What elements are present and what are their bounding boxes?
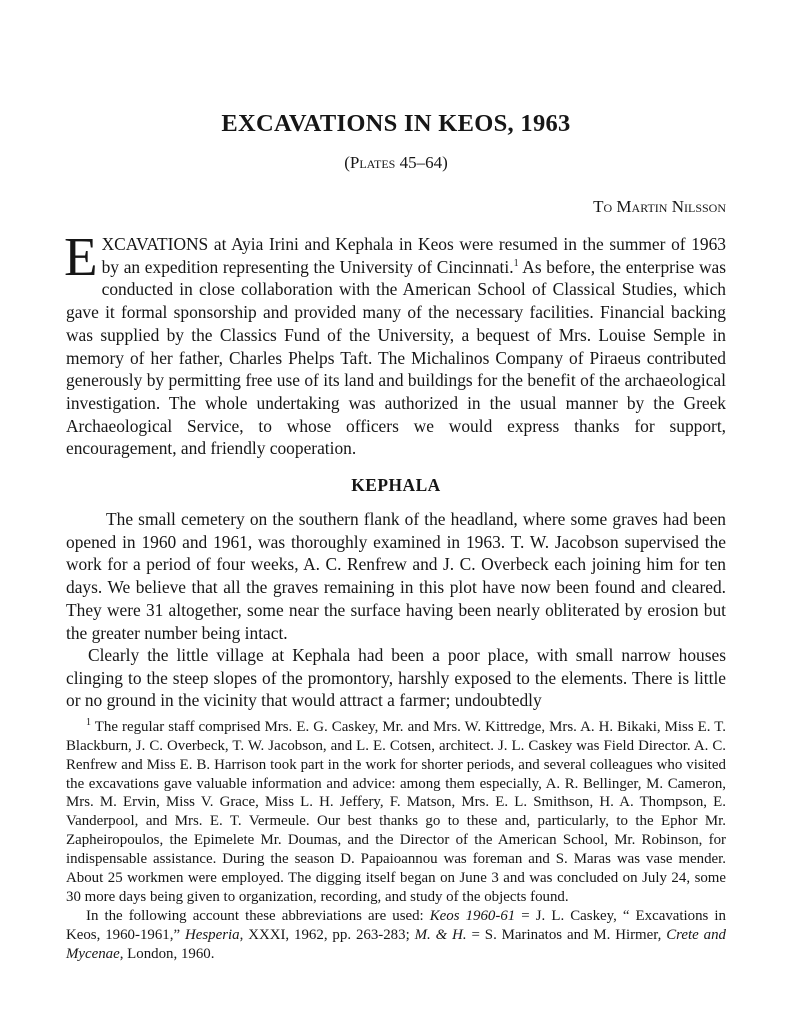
abbr-mh-ref: , London, 1960. xyxy=(119,945,215,962)
footnote-abbreviations xyxy=(66,907,726,964)
abbr-keos: Keos 1960-61 xyxy=(429,908,516,924)
drop-cap: E xyxy=(64,226,98,287)
dedication: To Martin Nilsson xyxy=(593,197,726,216)
intro-text-rest: As before, the enterprise was conducted in close collaboration with the American School of Classical Studies, which gave it formal sponsorship and provided many of the necessary facilities. Financial backing was supplied by the Classics Fund of the University, a bequest of Mrs. Louise Semple in memory of her father, Charles Phelps Taft. The Michalinos Company of Piraeus contributed generously by permitting free use of its land and buildings for the benefit of the archaeological investigation. The whole undertaking was authorized in the usual manner by the Greek Archaeological Service, to whose officers we would express thanks for support, encouragement, and friendly cooperation. xyxy=(66,256,726,459)
intro-paragraph xyxy=(64,226,726,460)
article-title: EXCAVATIONS IN KEOS, 1963 xyxy=(221,110,571,137)
plates-reference: (Plates 45–64) xyxy=(344,153,448,172)
body-paragraph-2-text: Clearly the little village at Kephala had been a poor place, with small narrow houses clinging to the steep slopes of the promontory, harshly exposed to the elements. There is little or no ground in the vicinity that would attract a farmer; undoubtedly xyxy=(66,645,726,711)
footnote-text: The regular staff comprised Mrs. E. G. Caskey, Mr. and Mrs. W. Kittredge, Mrs. A. H. Bikaki, Miss E. T. Blackburn, J. C. Overbeck, T. W. Jacobson, and L. E. Cotsen, architect. J. L. Caskey was Field Director. A. C. Renfrew and Miss E. B. Harrison took part in the work for shorter periods, and several colleagues who visited the excavations gave valuable information and advice: among them especially, A. R. Bellinger, M. Cameron, Mrs. M. Ervin, Miss V. Grace, Miss L. H. Jeffery, F. Matson, Mrs. E. L. Smithson, H. A. Thompson, E. Vanderpool, and Mrs. E. T. Vermeule. Our best thanks go to these and, particularly, to the Ephor Mr. Zapheiropoulos, the Epimelete Mr. Doumas, and the Director of the American School, Mr. Robinson, for indispensable assistance. During the season D. Papaioannou was foreman and S. Maras was vase mender. About 25 workmen were employed. The digging itself began on June 3 and was concluded on July 24, some 30 more days being given to organization, recording, and study of the objects found. xyxy=(66,719,726,905)
abbr-book: Crete and Mycenae xyxy=(66,926,726,962)
abbr-intro: In the following account these abbreviations are used: xyxy=(86,908,430,924)
footnote-1 xyxy=(66,718,726,906)
abbr-keos-ref: , XXXI, 1962, pp. 263-283; xyxy=(239,926,415,943)
abbr-mh: M. & H. xyxy=(414,926,467,943)
footnote-ref[interactable]: 1 xyxy=(513,257,519,269)
body-paragraph-2 xyxy=(66,644,726,712)
abbr-mh-value: = S. Marinatos and M. Hirmer, xyxy=(466,926,667,943)
abbr-keos-value: = J. L. Caskey, “ Excavations in Keos, 1960-1961,” xyxy=(66,908,726,943)
intro-text: XCAVATIONS at Ayia Irini and Kephala in Keos were resumed in the summer of 1963 by an expedition representing the University of Cincinnati. xyxy=(101,234,726,277)
footnote-marker: 1 xyxy=(86,717,91,729)
abbr-journal: Hesperia xyxy=(184,926,240,943)
section-heading: KEPHALA xyxy=(351,475,441,495)
body-paragraph-1: The small cemetery on the southern flank of the headland, where some graves had been opened in 1960 and 1961, was thoroughly examined in 1963. T. W. Jacobson supervised the work for a period of four weeks, A. C. Renfrew and J. C. Overbeck each joining him for ten days. We believe that all the graves remaining in this plot have now been found and cleared. They were 31 altogether, some near the surface having been nearly obliterated by erosion but the greater number being intact. xyxy=(66,509,726,643)
